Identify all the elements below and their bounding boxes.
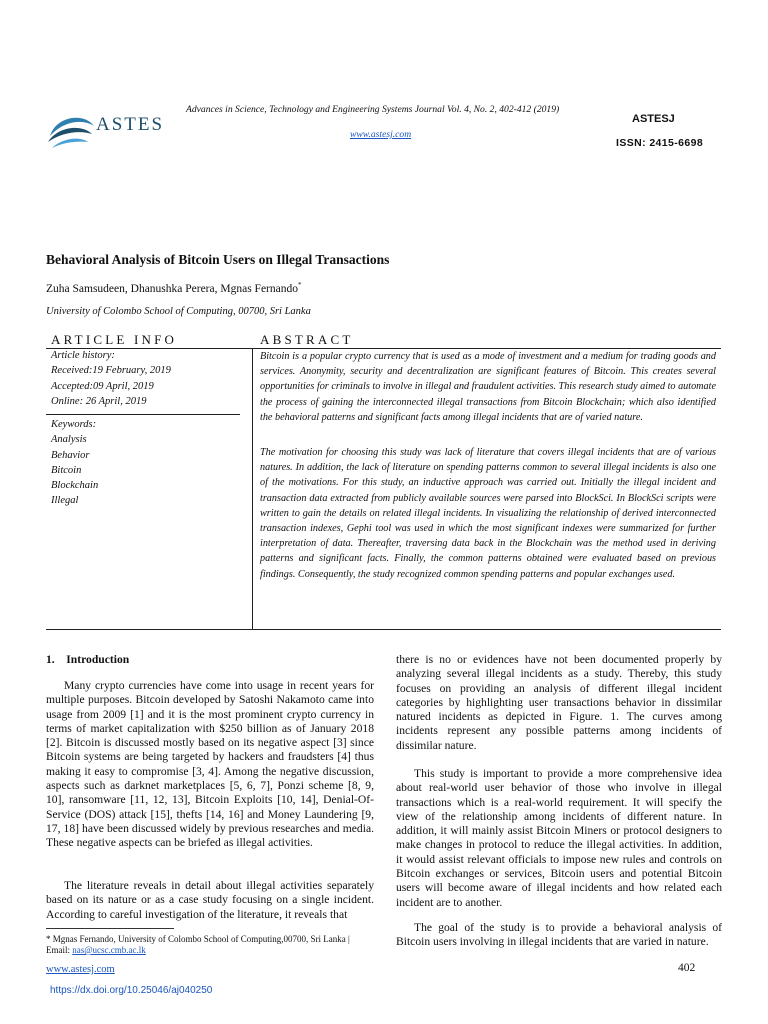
footnote-text: * Mgnas Fernando, University of Colombo School of Computing,00700, Sri Lanka | Email: bbox=[46, 934, 350, 955]
issn: ISSN: 2415-6698 bbox=[616, 137, 704, 149]
journal-citation: Advances in Science, Technology and Engineering Systems Journal Vol. 4, No. 2, 402-412 (2019) bbox=[186, 104, 560, 115]
footnote-email-link[interactable]: nas@ucsc.cmb.ac.lk bbox=[72, 945, 146, 955]
online-date: Online: 26 April, 2019 bbox=[51, 395, 147, 407]
abstract-heading: ABSTRACT bbox=[260, 332, 354, 347]
accepted-date: Accepted:09 April, 2019 bbox=[51, 380, 154, 392]
logo-text: ASTES bbox=[96, 114, 165, 135]
abstract-paragraph-1: Bitcoin is a popular crypto currency that is used as a mode of investment and a medium for trading goods and services. Anonymity, security and decentralization are significant features of Bitcoin. This creates several opportunities for criminals to involve in illegal and fraudulent activities. This research study aimed to automate the process of gaining the interconnected illegal transactions from Bitcoin Blockchain; which also identified the behavioral patterns and significant facts among illegal incidents that are of varied nature. bbox=[260, 351, 716, 423]
keyword: Illegal bbox=[51, 495, 79, 507]
keyword: Bitcoin bbox=[51, 464, 82, 476]
doi-link[interactable]: https://dx.doi.org/10.25046/aj040250 bbox=[50, 985, 213, 996]
page-number: 402 bbox=[678, 962, 696, 974]
author-names: Zuha Samsudeen, Dhanushka Perera, Mgnas Fernando bbox=[46, 282, 298, 295]
corresponding-author-mark: * bbox=[297, 281, 302, 289]
paper-title: Behavioral Analysis of Bitcoin Users on Illegal Transactions bbox=[46, 252, 390, 267]
keywords-list bbox=[51, 417, 241, 509]
section-heading-introduction: 1. Introduction bbox=[46, 653, 130, 666]
keyword: Blockchain bbox=[51, 480, 99, 492]
intro-paragraph-1: Many crypto currencies have come into usage in recent years for multiple purposes. Bitcoin developed by Satoshi Nakamoto came into usage from 2009 [1] and it is the most prominent crypto currency in terms of market capitalization with $250 billion as of January 2018 [2]. Bitcoin is discussed mostly based on its negative aspect [3] since Bitcoin systems are being targeted by hackers and fraudsters [4] thus making it easy to compromise [3, 4]. Among the negative discussion, aspects such as darknet marketplaces [5, 6, 7], Ponzi scheme [8, 9, 10], ransomware [11, 12, 13], Bitcoin Exploits [10, 14], Denial-Of-Service (DOS) attack [15], thefts [14, 16] and Money Laundering [9, 17, 18] have been discussed widely by previous researches and media. These negative aspects can be briefed as illegal activities. bbox=[46, 679, 374, 850]
intro-paragraph-3: there is no or evidences have not been documented properly by analyzing several illegal incidents as a study. Thereby, this study focuses on providing an analysis of different illegal incident categories by highlighting user transactions behavior in dissimilar natured incidents as depicted in Figure. 1. The curves among incidents represent any possible patterns among incidents of dissimilar nature. bbox=[396, 653, 722, 752]
astes-swirl-icon bbox=[46, 108, 98, 154]
keyword: Behavior bbox=[51, 449, 90, 461]
keyword: Analysis bbox=[51, 434, 87, 446]
affiliation: University of Colombo School of Computing, 00700, Sri Lanka bbox=[46, 306, 311, 317]
article-history bbox=[51, 348, 241, 409]
article-info-heading: ARTICLE INFO bbox=[51, 332, 178, 347]
author-list bbox=[46, 281, 301, 295]
footnote bbox=[46, 934, 376, 956]
info-column-divider bbox=[252, 348, 253, 629]
received-date: Received:19 February, 2019 bbox=[51, 365, 171, 377]
journal-abbrev: ASTESJ bbox=[632, 113, 675, 125]
site-link[interactable]: www.astesj.com bbox=[46, 964, 115, 975]
abstract-paragraph-2: The motivation for choosing this study was lack of literature that covers illegal incidents that are of various natures. In addition, the lack of literature on spending patterns common to several illegal incidents is also one of the motivations. For this study, an inductive approach was carried out. Initially the illegal incident and transaction data extracted from publicly available sources were parsed into BlockSci. In BlockSci scripts were written to gain the details on related illegal incidents. In visualizing the relationship of derived interconnected transaction indexes, Gephi tool was used in which the most significant indexes were summarized for further interpretation of data. Thereafter, traversing data back in the Blockchain was the method used in deriving patterns and significant facts. Finally, the common patterns obtained were evaluated based on previous findings. Consequently, the study recognized common spending patterns and popular exchanges used. bbox=[260, 447, 716, 580]
intro-paragraph-2: The literature reveals in detail about illegal activities separately based on its nature or as a case study focusing on a single incident. According to careful investigation of the literature, it reveals that bbox=[46, 879, 374, 921]
footnote-rule bbox=[46, 928, 174, 929]
history-keywords-divider bbox=[46, 414, 240, 415]
info-bottom-rule bbox=[46, 629, 721, 630]
keywords-label: Keywords: bbox=[51, 419, 97, 430]
journal-url-link[interactable]: www.astesj.com bbox=[350, 129, 412, 140]
intro-paragraph-4: This study is important to provide a more comprehensive idea about real-world user behavior of those who involve in illegal transactions which is a real-world requirement. It will specify the view of the relationship among incidents of different nature. In addition, it will mainly assist Bitcoin Miners or protocol designers to make changes in protocol to reduce the illegal activities. In addition, it would assist relevant officials to impose new rules and controls on Bitcoin exchanges or services, Bitcoin users and potential Bitcoin users will become aware of illegal incidents and how related each incident are to another. bbox=[396, 767, 722, 909]
intro-paragraph-5: The goal of the study is to provide a behavioral analysis of Bitcoin users involving in illegal incidents that are varied in nature. bbox=[396, 921, 722, 949]
history-label: Article history: bbox=[51, 350, 115, 361]
